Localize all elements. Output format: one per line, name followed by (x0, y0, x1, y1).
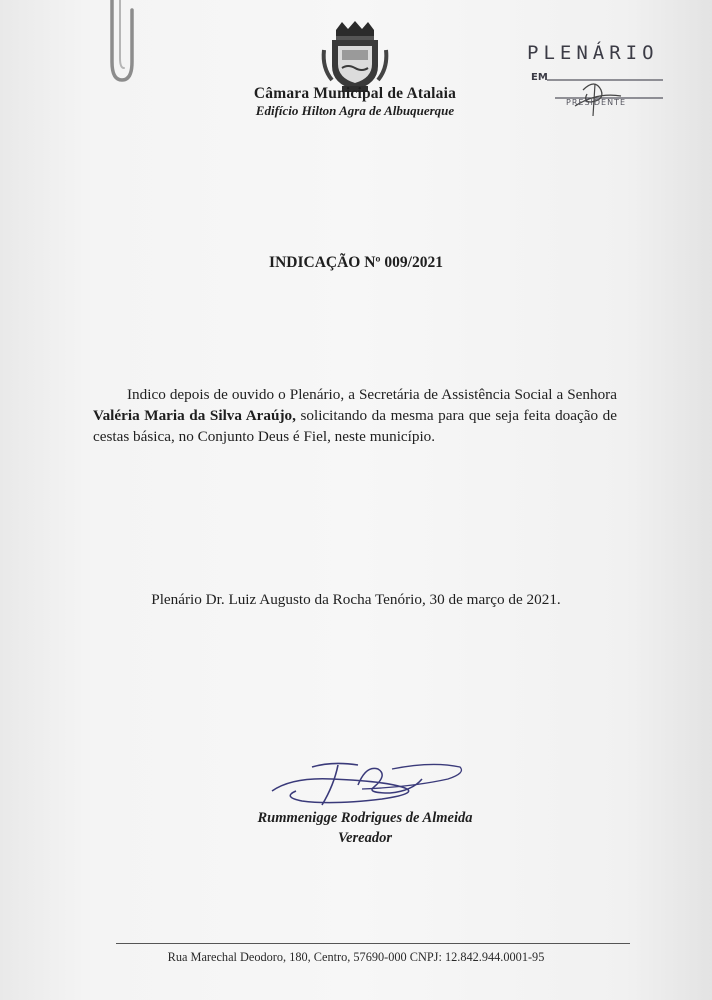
place-and-date: Plenário Dr. Luiz Augusto da Rocha Tenório, 30 de março de 2021. (151, 591, 561, 608)
signer-role: Vereador (338, 830, 392, 846)
stamp-role-label: PRESIDENTE (566, 98, 627, 107)
footer-address: Rua Marechal Deodoro, 180, Centro, 57690-000 CNPJ: 12.842.944.0001-95 (167, 950, 545, 964)
paper-clip-icon (92, 0, 140, 90)
stamp-title: PLENÁRIO (527, 42, 659, 64)
building-name: Edifício Hilton Agra de Albuquerque (255, 103, 455, 118)
body-recipient-name: Valéria Maria da Silva Araújo, (93, 407, 296, 424)
organization-name: Câmara Municipal de Atalaia (253, 85, 457, 102)
document-title: INDICAÇÃO Nº 009/2021 (269, 254, 443, 271)
document-body (93, 384, 617, 447)
municipal-coat-of-arms-icon (318, 20, 392, 94)
footer-divider (116, 943, 630, 944)
stamp-signature-lines (525, 66, 665, 126)
body-intro: Indico depois de ouvido o Plenário, a Secretária de Assistência Social a Senhora (127, 386, 617, 403)
body-rest: solicitando da mesma para que seja feita doação de cestas básica, no Conjunto Deus é Fiel, neste município. (93, 407, 617, 445)
handwritten-signature (262, 755, 467, 817)
stamp-field-label: EM (531, 72, 548, 83)
signer-name: Rummenigge Rodrigues de Almeida (257, 810, 473, 826)
